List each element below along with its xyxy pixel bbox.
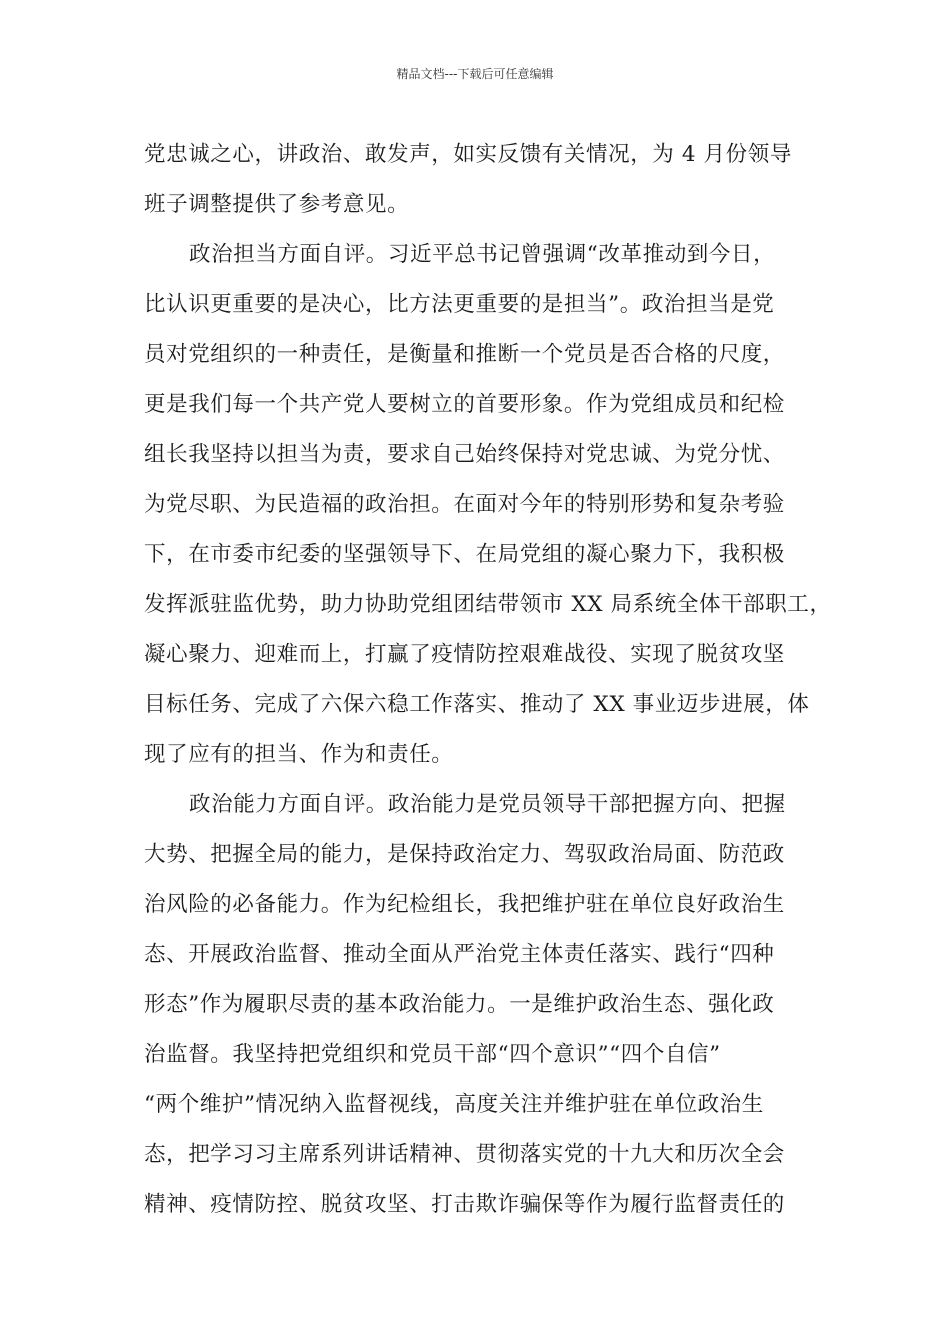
text-line: 治监督。我坚持把党组织和党员干部“四个意识”“四个自信” xyxy=(144,1042,721,1067)
text-line: 政治担当方面自评。习近平总书记曾强调“改革推动到今日， xyxy=(189,242,776,267)
text-line: 发挥派驻监优势，助力协助党组团结带领市 XX 局系统全体干部职工， xyxy=(144,592,832,617)
text-line: 治风险的必备能力。作为纪检组长，我把维护驻在单位良好政治生 xyxy=(144,892,785,917)
paragraph-3 xyxy=(144,780,824,1230)
page-header: 精品文档---下载后可任意编辑 xyxy=(396,67,554,81)
text-line: 为党尽职、为民造福的政治担。在面对今年的特别形势和复杂考验 xyxy=(144,492,785,517)
text-line: 凝心聚力、迎难而上，打赢了疫情防控艰难战役、实现了脱贫攻坚 xyxy=(144,642,785,667)
text-line: 比认识更重要的是决心，比方法更重要的是担当”。政治担当是党 xyxy=(144,292,775,317)
paragraph-1 xyxy=(144,130,824,230)
text-line: 态、开展政治监督、推动全面从严治党主体责任落实、践行“四种 xyxy=(144,942,775,967)
text-line: 大势、把握全局的能力，是保持政治定力、驾驭政治局面、防范政 xyxy=(144,842,785,867)
document-body xyxy=(144,130,832,1230)
text-line: 形态”作为履职尽责的基本政治能力。一是维护政治生态、强化政 xyxy=(144,992,775,1017)
text-line: 班子调整提供了参考意见。 xyxy=(144,192,410,217)
text-line: 目标任务、完成了六保六稳工作落实、推动了 XX 事业迈步进展，体 xyxy=(144,692,810,717)
text-line: 现了应有的担当、作为和责任。 xyxy=(144,742,454,767)
text-line: “两个维护”情况纳入监督视线，高度关注并维护驻在单位政治生 xyxy=(144,1092,764,1117)
text-line: 态，把学习习主席系列讲话精神、贯彻落实党的十九大和历次全会 xyxy=(144,1142,785,1167)
paragraph-2 xyxy=(144,230,832,780)
text-line: 党忠诚之心，讲政治、敢发声，如实反馈有关情况，为 4 月份领导 xyxy=(144,142,792,167)
text-line: 政治能力方面自评。政治能力是党员领导干部把握方向、把握 xyxy=(189,792,786,817)
text-line: 更是我们每一个共产党人要树立的首要形象。作为党组成员和纪检 xyxy=(144,392,785,417)
text-line: 下，在市委市纪委的坚强领导下、在局党组的凝心聚力下，我积极 xyxy=(144,542,785,567)
text-line: 组长我坚持以担当为责，要求自己始终保持对党忠诚、为党分忧、 xyxy=(144,442,785,467)
text-line: 员对党组织的一种责任，是衡量和推断一个党员是否合格的尺度， xyxy=(144,342,785,367)
text-line: 精神、疫情防控、脱贫攻坚、打击欺诈骗保等作为履行监督责任的 xyxy=(144,1192,785,1217)
